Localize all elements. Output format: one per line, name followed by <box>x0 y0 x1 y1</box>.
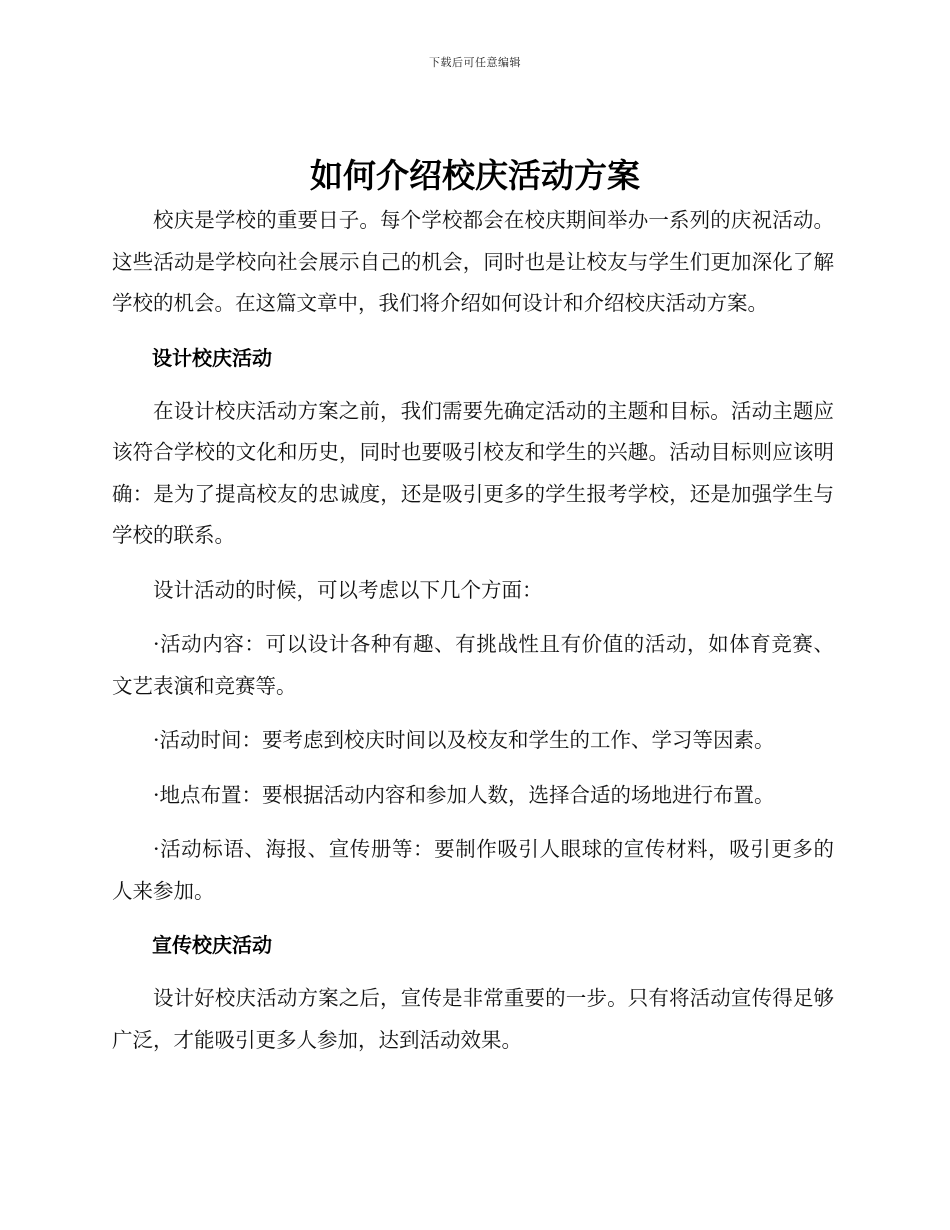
intro-paragraph: 校庆是学校的重要日子。每个学校都会在校庆期间举办一系列的庆祝活动。这些活动是学校向社会展示自己的机会，同时也是让校友与学生们更加深化了解学校的机会。在这篇文章中，我们将介绍如何设计和介绍校庆活动方案。 <box>112 208 834 315</box>
promotion-paragraph: 设计好校庆活动方案之后，宣传是非常重要的一步。只有将活动宣传得足够广泛，才能吸引更多人参加，达到活动效果。 <box>112 986 834 1052</box>
document-title: 如何介绍校庆活动方案 <box>310 156 640 195</box>
document-body <box>112 200 834 1074</box>
bullet-item-promo-materials: ·活动标语、海报、宣传册等：要制作吸引人眼球的宣传材料，吸引更多的人来参加。 <box>112 837 834 903</box>
design-aspects-intro: 设计活动的时候，可以考虑以下几个方面： <box>153 577 543 602</box>
bullet-item-time: ·活动时间：要考虑到校庆时间以及校友和学生的工作、学习等因素。 <box>153 728 775 752</box>
section-heading-promotion: 宣传校庆活动 <box>152 933 272 957</box>
design-paragraph: 在设计校庆活动方案之前，我们需要先确定活动的主题和目标。活动主题应该符合学校的文化和历史，同时也要吸引校友和学生的兴趣。活动目标则应该明确：是为了提高校友的忠诚度，还是吸引更多的学生报考学校，还是加强学生与学校的联系。 <box>112 398 834 547</box>
bullet-item-content: ·活动内容：可以设计各种有趣、有挑战性且有价值的活动，如体育竞赛、文艺表演和竞赛等。 <box>112 632 834 698</box>
section-heading-design: 设计校庆活动 <box>152 345 272 370</box>
bullet-item-venue: ·地点布置：要根据活动内容和参加人数，选择合适的场地进行布置。 <box>153 782 775 807</box>
header-note: 下载后可任意编辑 <box>429 56 521 69</box>
